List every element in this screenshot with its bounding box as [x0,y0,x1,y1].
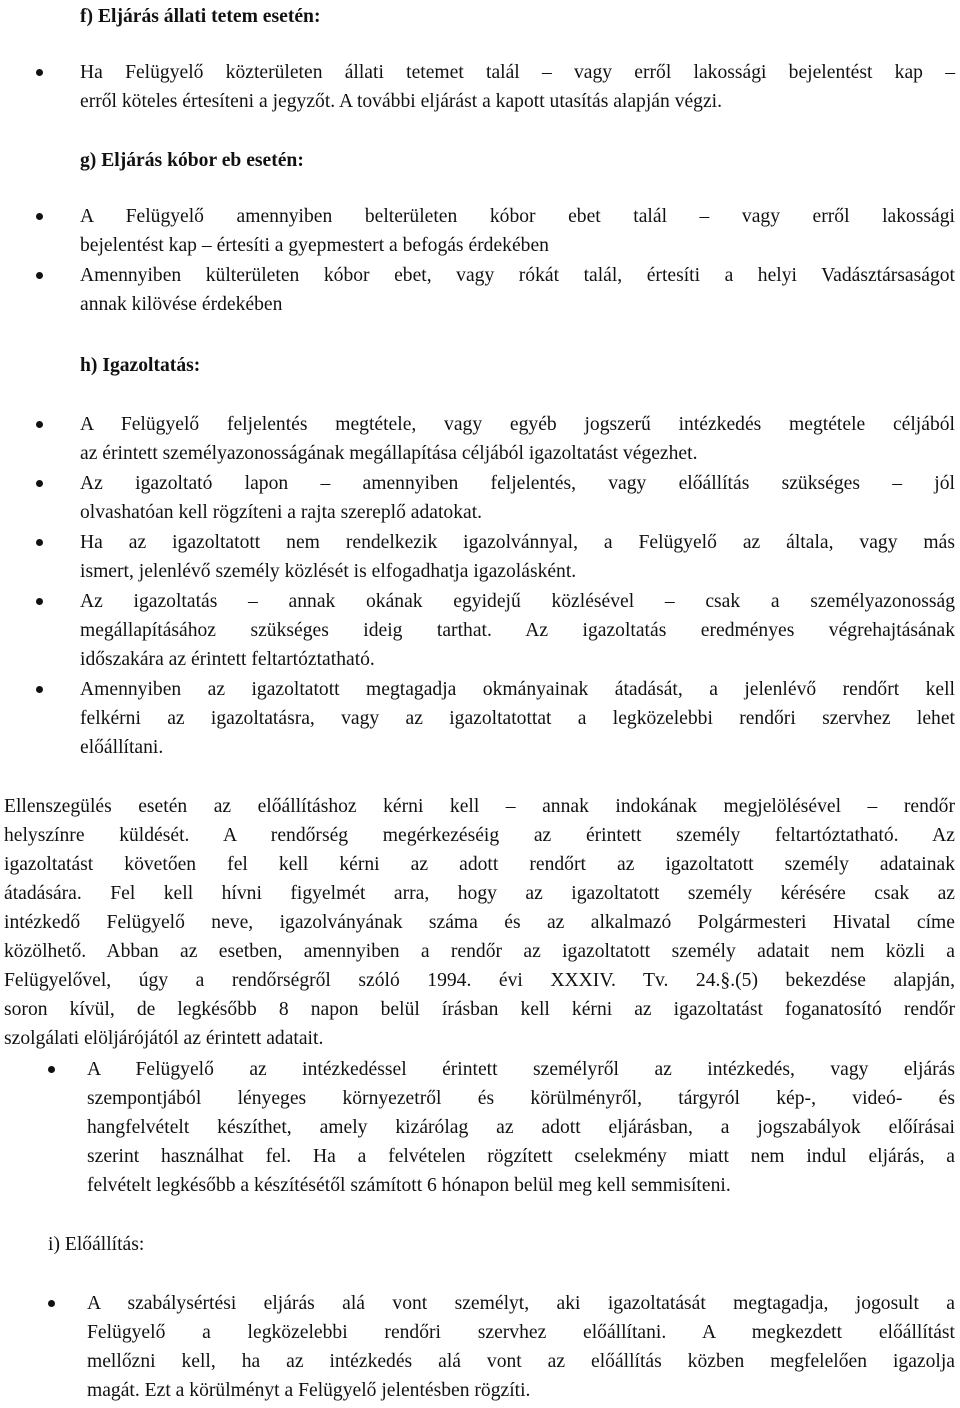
bullet-icon [36,686,43,693]
section-g-item-1-line-1: A Felügyelő amennyiben belterületen kóbor ebet talál – vagy erről lakossági [80,206,955,227]
paragraph-bullet-line-5: felvételt legkésőbb a készítésétől számított 6 hónapon belül meg kell semmisíteni. [87,1175,731,1196]
section-h-item-5-line-1: Amennyiben az igazoltatott megtagadja okmányainak átadását, a jelenlévő rendőrt kell [80,679,955,700]
bullet-icon [36,421,43,428]
paragraph-line-1: Ellenszegülés esetén az előállításhoz kérni kell – annak indokának megjelölésével – rendőr [4,796,955,817]
section-h-item-3-line-1: Ha az igazoltatott nem rendelkezik igazolvánnyal, a Felügyelő az általa, vagy más [80,532,955,553]
section-h-heading: h) Igazoltatás: [80,355,201,376]
bullet-icon [36,480,43,487]
bullet-icon [36,598,43,605]
bullet-icon [36,539,43,546]
bullet-icon [36,272,43,279]
section-g-item-1-line-2: bejelentést kap – értesíti a gyepmestert a befogás érdekében [80,235,549,256]
section-i-item-1-line-4: magát. Ezt a körülményt a Felügyelő jelentésben rögzíti. [87,1380,531,1401]
section-g-item-2-line-1: Amennyiben külterületen kóbor ebet, vagy rókát talál, értesíti a helyi Vadásztársaságot [80,265,955,286]
bullet-icon [36,213,43,220]
section-i-item-1-line-1: A szabálysértési eljárás alá vont személyt, aki igazoltatását megtagadja, jogosult a [87,1293,955,1314]
section-g-item-2-line-2: annak kilövése érdekében [80,294,283,315]
paragraph-bullet-line-3: hangfelvételt készíthet, amely kizárólag az adott eljárásban, a jogszabályok előírásai [87,1117,955,1138]
section-f-item-1-line-1: Ha Felügyelő közterületen állati tetemet talál – vagy erről lakossági bejelentést kap – [80,62,955,83]
paragraph-bullet-line-4: szerint használhat fel. Ha a felvételen rögzített cselekmény miatt nem indul eljárás, a [87,1146,955,1167]
section-h-item-3-line-2: ismert, jelenlévő személy közlését is elfogadhatja igazolásként. [80,561,577,582]
section-h-item-4-line-2: megállapításához szükséges ideig tarthat. Az igazoltatás eredményes végrehajtásának [80,620,955,641]
section-h-item-4-line-1: Az igazoltatás – annak okának egyidejű közlésével – csak a személyazonosság [80,591,955,612]
section-h-item-1-line-1: A Felügyelő feljelentés megtétele, vagy egyéb jogszerű intézkedés megtétele céljából [80,414,955,435]
section-h-item-5-line-3: előállítani. [80,737,164,758]
section-h-item-2-line-1: Az igazoltató lapon – amennyiben feljelentés, vagy előállítás szükséges – jól [80,473,955,494]
bullet-icon [48,1300,55,1307]
paragraph-bullet-line-2: szempontjából lényeges környezetről és körülményről, tárgyról kép-, videó- és [87,1088,955,1109]
paragraph-line-4: átadására. Fel kell hívni figyelmét arra, hogy az igazoltatott személy kérésére csak az [4,883,955,904]
paragraph-bullet-line-1: A Felügyelő az intézkedéssel érintett személyről az intézkedés, vagy eljárás [87,1059,955,1080]
bullet-icon [48,1066,55,1073]
paragraph-line-5: intézkedő Felügyelő neve, igazolványának száma és az alkalmazó Polgármesteri Hivatal címe [4,912,955,933]
paragraph-line-9: szolgálati elöljárójától az érintett adatait. [4,1028,324,1049]
paragraph-line-7: Felügyelővel, úgy a rendőrségről szóló 1994. évi XXXIV. Tv. 24.§.(5) bekezdése alapján, [4,970,955,991]
section-f-item-1-line-2: erről köteles értesíteni a jegyzőt. A további eljárást a kapott utasítás alapján végzi. [80,91,723,112]
section-i-heading: i) Előállítás: [48,1234,145,1255]
paragraph-line-2: helyszínre küldését. A rendőrség megérkezéséig az érintett személy feltartóztatható. Az [4,825,955,846]
section-g-heading: g) Eljárás kóbor eb esetén: [80,150,304,171]
paragraph-line-8: soron kívül, de legkésőbb 8 napon belül írásban kell kérni az igazoltatást foganatosító rendőr [4,999,955,1020]
paragraph-line-3: igazoltatást követően fel kell kérni az adott rendőrt az igazoltatott személy adatainak [4,854,955,875]
section-i-item-1-line-2: Felügyelő a legközelebbi rendőri szervhez előállítani. A megkezdett előállítást [87,1322,955,1343]
section-h-item-5-line-2: felkérni az igazoltatásra, vagy az igazoltatottat a legközelebbi rendőri szervhez lehet [80,708,955,729]
section-h-item-2-line-2: olvashatóan kell rögzíteni a rajta szereplő adatokat. [80,502,483,523]
paragraph-line-6: közölhető. Abban az esetben, amennyiben a rendőr az igazoltatott személy adatait nem közli a [4,941,955,962]
section-h-item-4-line-3: időszakára az érintett feltartóztatható. [80,649,375,670]
section-i-item-1-line-3: mellőzni kell, ha az intézkedés alá vont az előállítás közben megfelelően igazolja [87,1351,955,1372]
bullet-icon [36,69,43,76]
section-f-heading: f) Eljárás állati tetem esetén: [80,6,321,27]
section-h-item-1-line-2: az érintett személyazonosságának megállapítása céljából igazoltatást végezhet. [80,443,698,464]
